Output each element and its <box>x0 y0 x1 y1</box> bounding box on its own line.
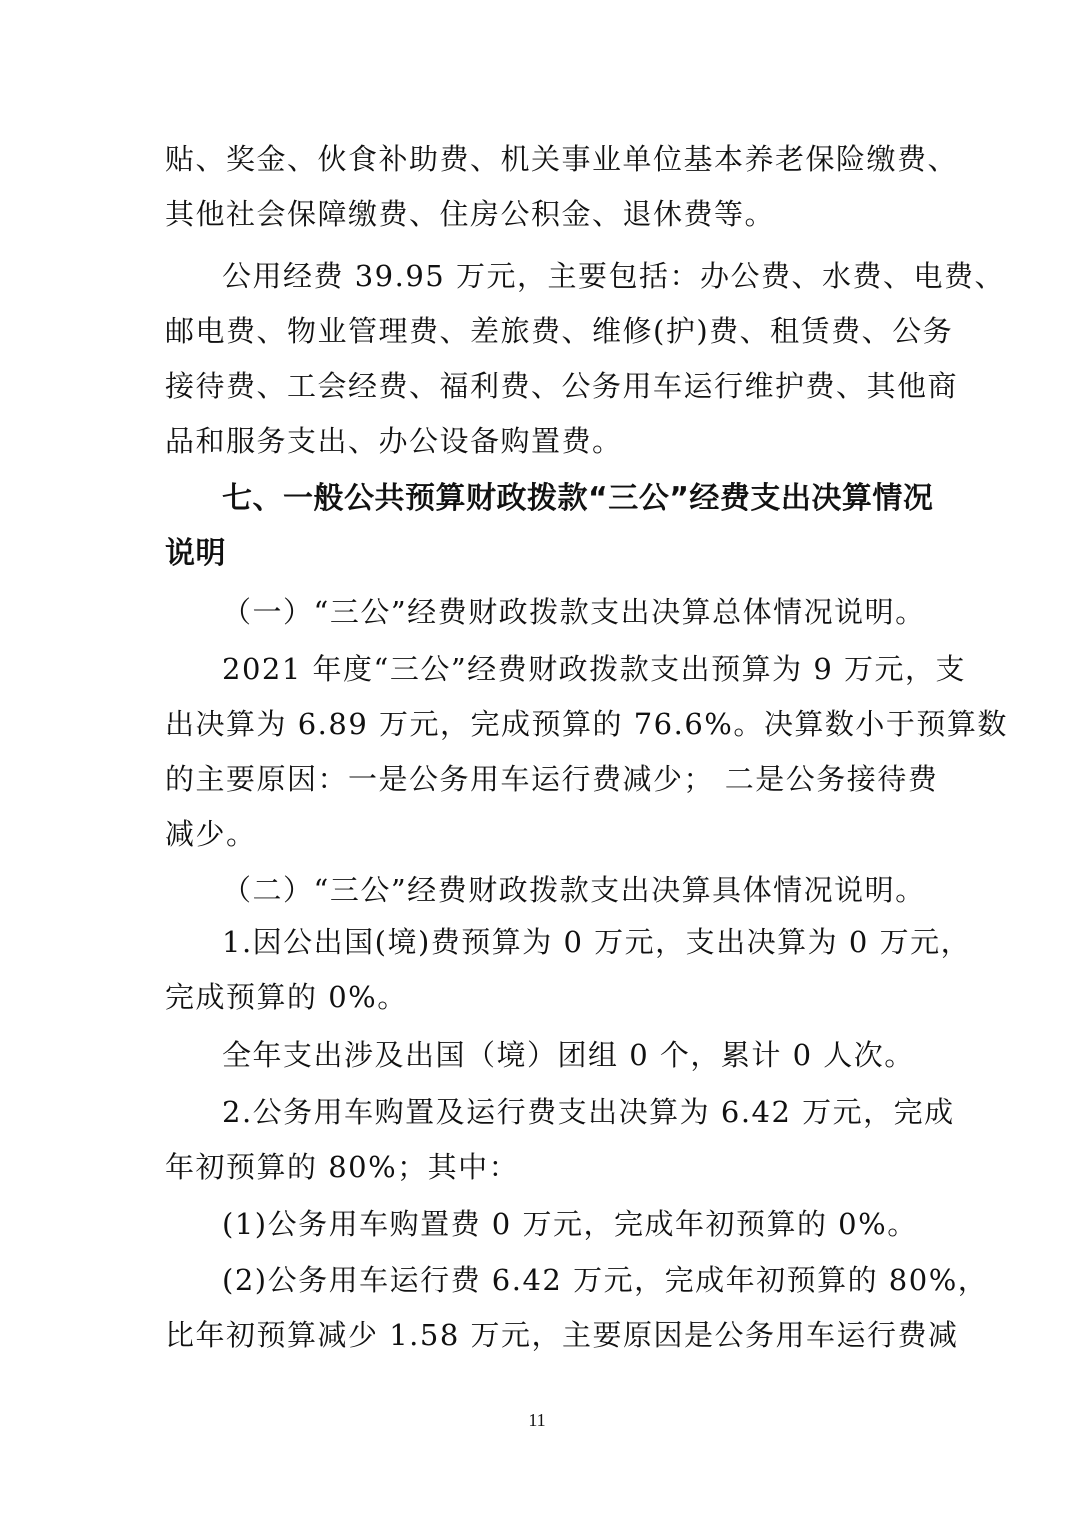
paragraph-line: 1.因公出国(境)费预算为 0 万元，支出决算为 0 万元， <box>222 925 972 959</box>
section-heading: 七、一般公共预算财政拨款“三公”经费支出决算情况 <box>222 481 934 516</box>
paragraph-line: 2021 年度“三公”经费财政拨款支出预算为 9 万元，支 <box>222 652 967 686</box>
text-line: 完成预算的 0%。 <box>165 980 408 1014</box>
text-line: 品和服务支出、办公设备购置费。 <box>165 424 623 458</box>
paragraph-line: (1)公务用车购置费 0 万元，完成年初预算的 0%。 <box>222 1207 918 1241</box>
text-line: 邮电费、物业管理费、差旅费、维修(护)费、租赁费、公务 <box>165 314 954 348</box>
text-line: 的主要原因：一是公务用车运行费减少； 二是公务接待费 <box>165 762 939 796</box>
section-heading-continued: 说明 <box>165 536 226 571</box>
paragraph-line: 2.公务用车购置及运行费支出决算为 6.42 万元，完成 <box>222 1095 955 1129</box>
subsection-heading: （一）“三公”经费财政拨款支出决算总体情况说明。 <box>222 595 926 629</box>
paragraph-line: 全年支出涉及出国（境）团组 0 个，累计 0 人次。 <box>222 1038 915 1072</box>
paragraph-line: (2)公务用车运行费 6.42 万元，完成年初预算的 80%， <box>222 1263 989 1297</box>
paragraph-line: 公用经费 39.95 万元，主要包括：办公费、水费、电费、 <box>222 259 1005 293</box>
text-line: 出决算为 6.89 万元，完成预算的 76.6%。决算数小于预算数 <box>165 707 1008 741</box>
page-number: 11 <box>528 1410 546 1430</box>
text-line: 减少。 <box>165 817 257 851</box>
text-line: 年初预算的 80%；其中： <box>165 1150 520 1184</box>
text-line: 其他社会保障缴费、住房公积金、退休费等。 <box>165 197 776 231</box>
text-line: 贴、奖金、伙食补助费、机关事业单位基本养老保险缴费、 <box>165 142 959 176</box>
text-line: 接待费、工会经费、福利费、公务用车运行维护费、其他商 <box>165 369 959 403</box>
subsection-heading: （二）“三公”经费财政拨款支出决算具体情况说明。 <box>222 873 926 907</box>
text-line: 比年初预算减少 1.58 万元，主要原因是公务用车运行费减 <box>165 1318 959 1352</box>
